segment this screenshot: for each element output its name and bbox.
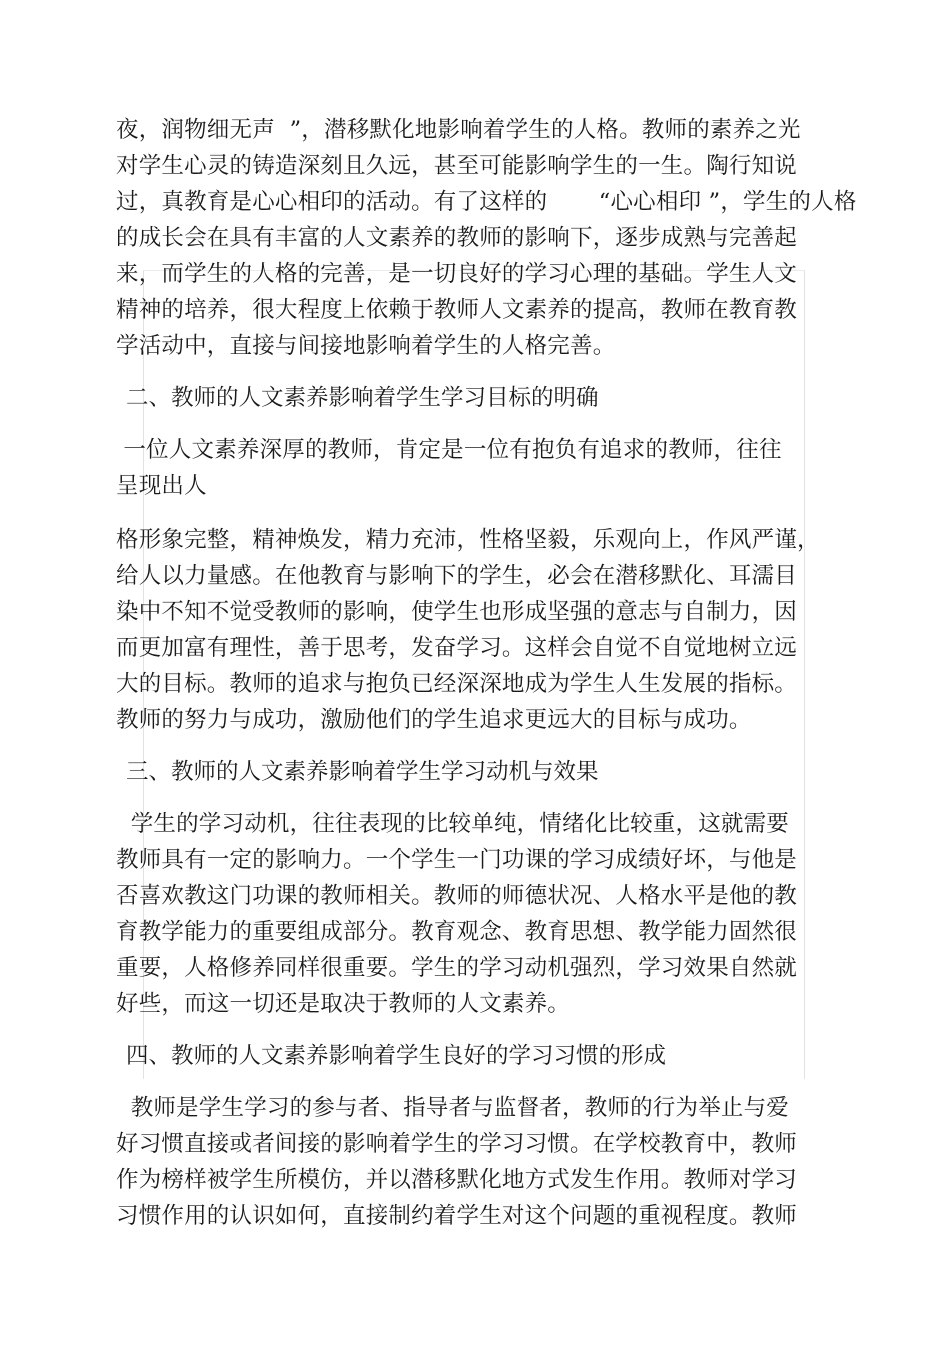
paragraph-5	[116, 1090, 836, 1234]
document-body	[116, 112, 857, 1234]
text-line: 而更加富有理性，善于思考，发奋学习。这样会自觉不自觉地树立远	[116, 635, 798, 661]
paragraph-4	[116, 806, 836, 1022]
paragraph-2	[116, 432, 836, 504]
text-line: 一位人文素养深厚的教师，肯定是一位有抱负有追求的教师，往往	[116, 437, 782, 463]
section-heading-3: 三、教师的人文素养影响着学生学习动机与效果	[126, 759, 599, 785]
text-line: 对学生心灵的铸造深刻且久远，甚至可能影响学生的一生。陶行知说	[116, 153, 798, 179]
section-heading-4: 四、教师的人文素养影响着学生良好的学习习惯的形成	[126, 1043, 667, 1069]
text-line: 呈现出人	[116, 473, 207, 499]
text-line: 给人以力量感。在他教育与影响下的学生，必会在潜移默化、耳濡目	[116, 563, 798, 589]
text-line: 精神的培养，很大程度上依赖于教师人文素养的提高，教师在教育教	[116, 297, 798, 323]
text-line: 好习惯直接或者间接的影响着学生的学习习惯。在学校教育中，教师	[116, 1131, 798, 1157]
text-line: 作为榜样被学生所模仿，并以潜移默化地方式发生作用。教师对学习	[116, 1167, 798, 1193]
text-line: 染中不知不觉受教师的影响，使学生也形成坚强的意志与自制力，因	[116, 599, 798, 625]
text-line: 大的目标。教师的追求与抱负已经深深地成为学生人生发展的指标。	[116, 671, 798, 697]
text-line: 否喜欢教这门功课的教师相关。教师的师德状况、人格水平是他的教	[116, 883, 798, 909]
text-line: 重要，人格修养同样很重要。学生的学习动机强烈，学习效果自然就	[116, 955, 798, 981]
text-line: 学活动中，直接与间接地影响着学生的人格完善。	[116, 333, 616, 359]
text-line: 过，真教育是心心相印的活动。有了这样的 “心心相印 ”，学生的人格	[116, 189, 857, 215]
text-line: 好些，而这一切还是取决于教师的人文素养。	[116, 991, 571, 1017]
text-line: 教师的努力与成功，激励他们的学生追求更远大的目标与成功。	[116, 707, 752, 733]
text-line: 教师具有一定的影响力。一个学生一门功课的学习成绩好坏，与他是	[116, 847, 798, 873]
text-line: 来，而学生的人格的完善，是一切良好的学习心理的基础。学生人文	[116, 261, 798, 287]
text-line: 学生的学习动机，往往表现的比较单纯，情绪化比较重，这就需要	[116, 811, 790, 837]
text-line: 教师是学生学习的参与者、指导者与监督者，教师的行为举止与爱	[116, 1095, 790, 1121]
text-line: 夜，润物细无声 ”，潜移默化地影响着学生的人格。教师的素养之光	[116, 117, 801, 143]
section-heading-2: 二、教师的人文素养影响着学生学习目标的明确	[126, 385, 599, 411]
text-line: 习惯作用的认识如何，直接制约着学生对这个问题的重视程度。教师	[116, 1203, 798, 1229]
text-line: 的成长会在具有丰富的人文素养的教师的影响下，逐步成熟与完善起	[116, 225, 798, 251]
text-line: 育教学能力的重要组成部分。教育观念、教育思想、教学能力固然很	[116, 919, 798, 945]
text-line: 格形象完整，精神焕发，精力充沛，性格坚毅，乐观向上，作风严谨，	[116, 527, 820, 553]
paragraph-1	[116, 112, 857, 364]
paragraph-3	[116, 522, 836, 738]
